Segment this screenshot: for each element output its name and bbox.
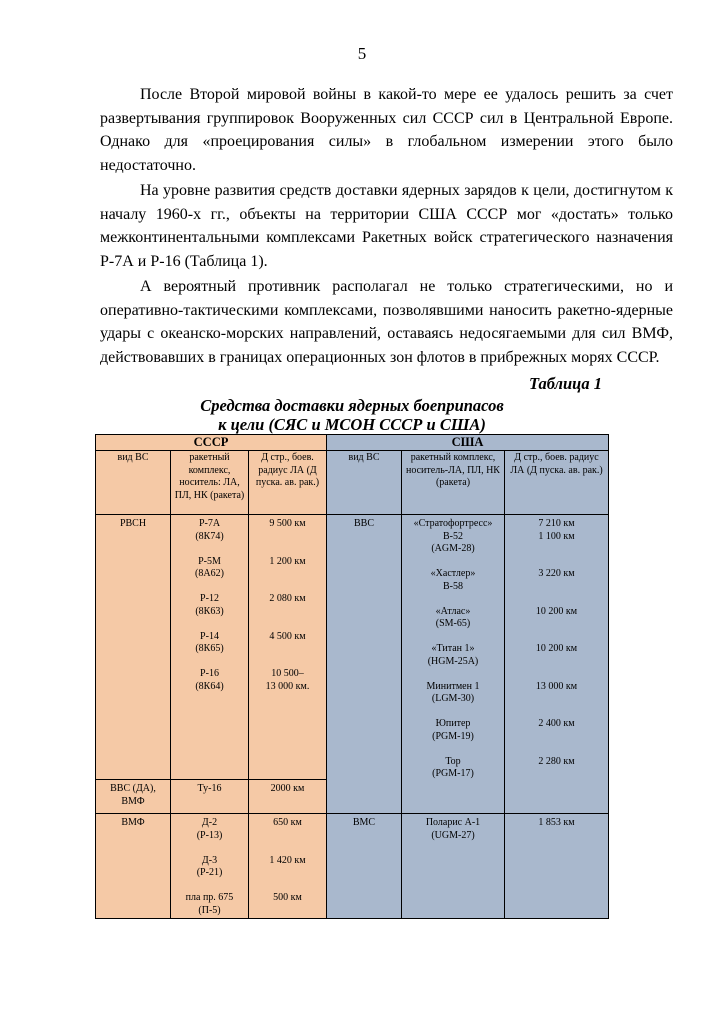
entry-gap	[404, 556, 502, 569]
entry-gap	[173, 656, 246, 669]
country-header-row	[96, 435, 609, 451]
table-row	[96, 814, 609, 919]
system-name: Ту-16	[197, 783, 222, 794]
entry-gap	[173, 842, 246, 855]
entry-gap	[404, 593, 502, 606]
system-carrier: В-58	[443, 580, 463, 592]
entry-gap	[404, 743, 502, 756]
system-code: (LGM-30)	[431, 693, 475, 704]
entry-gap	[507, 556, 606, 569]
entry-gap	[251, 531, 324, 544]
system-range: 1 853 км	[538, 817, 575, 828]
system-code: (П-5)	[198, 904, 221, 916]
system-range: 2 280 км	[538, 755, 575, 767]
system-code: (AGM-28)	[431, 543, 475, 554]
usa-range-header: Д стр., боев. радиус ЛА (Д пуска. ав. рак.)	[505, 451, 609, 515]
system-code: (8К63)	[195, 605, 224, 617]
table-title-line-1: Средства доставки ядерных боеприпасов	[200, 396, 504, 415]
usa-row-2-systems	[402, 814, 505, 919]
ussr-row-2-branch: ВВС (ДА), ВМФ	[96, 780, 171, 814]
system-name: Р-14	[200, 630, 219, 642]
entry-gap	[173, 880, 246, 893]
entry-gap	[173, 581, 246, 594]
usa-header: США	[327, 435, 609, 451]
entry-gap	[507, 743, 606, 756]
body-text	[100, 83, 673, 371]
system-range: 1 100 км	[538, 530, 575, 542]
entry-gap	[251, 842, 324, 855]
usa-row-2-branch: ВМС	[327, 814, 402, 919]
entry-gap	[251, 643, 324, 656]
entry-gap	[507, 693, 606, 706]
ussr-branch-header: вид ВС	[96, 451, 171, 515]
ussr-row-3-systems	[171, 814, 249, 919]
entry-gap	[404, 706, 502, 719]
ussr-row-3-branch: ВМФ	[96, 814, 171, 919]
table-label: Таблица 1	[528, 374, 602, 393]
entry-gap	[251, 867, 324, 880]
entry-gap	[251, 568, 324, 581]
entry-gap	[507, 593, 606, 606]
system-code: (Р-21)	[196, 867, 223, 878]
ussr-system-header: ракетный комплекс, носитель: ЛА, ПЛ, НК (ракета)	[171, 451, 249, 515]
ussr-row-2-systems	[171, 780, 249, 814]
ussr-row-2-ranges	[249, 780, 327, 814]
entry-gap	[507, 631, 606, 644]
entry-gap	[404, 631, 502, 644]
system-range: 7 210 км	[538, 518, 575, 529]
entry-gap	[404, 668, 502, 681]
system-name: Р-16	[200, 668, 219, 679]
system-name: Р-12	[200, 593, 219, 604]
entry-gap	[251, 606, 324, 619]
page-number: 5	[357, 44, 367, 63]
system-name: «Атлас»	[435, 605, 471, 617]
system-name: Поларис А-1	[425, 817, 481, 828]
entry-gap	[251, 543, 324, 556]
system-code: (PGM-17)	[432, 768, 474, 779]
system-code: (8А62)	[195, 568, 224, 579]
system-code: (UGM-27)	[431, 829, 475, 841]
entry-gap	[507, 581, 606, 594]
system-range: 10 500–	[271, 668, 304, 679]
column-header-row	[96, 451, 609, 515]
usa-system-header: ракетный комплекс, носитель-ЛА, ПЛ, НК (ракета)	[402, 451, 505, 515]
system-carrier: В-52	[443, 530, 463, 542]
system-range: 13 000 км	[535, 680, 578, 692]
paragraph-2: На уровне развития средств доставки ядерных зарядов к цели, достигнутом к началу 1960-х гг., объекты на территории США СССР мог «достать» только межконтинентальными комплексами Ракетных войск стратегического назначения Р-7А и Р-16 (Таблица 1).	[100, 182, 673, 270]
system-name: Д-2	[201, 817, 218, 828]
entry-gap	[251, 830, 324, 843]
system-name: «Стратофортресс»	[413, 518, 493, 529]
ussr-row-1-ranges	[249, 515, 327, 780]
system-code: (HGM-25A)	[427, 655, 479, 667]
delivery-systems-table	[95, 434, 609, 919]
delivery-systems-table-container	[95, 434, 608, 919]
usa-row-1-ranges	[505, 515, 609, 814]
system-name: Минитмен 1	[426, 680, 480, 692]
system-range: 13 000 км.	[265, 680, 310, 692]
usa-branch-header: вид ВС	[327, 451, 402, 515]
entry-gap	[507, 731, 606, 744]
entry-gap	[507, 668, 606, 681]
system-range: 4 500 км	[269, 630, 306, 642]
system-range: 2 400 км	[538, 718, 575, 729]
entry-gap	[173, 618, 246, 631]
usa-row-2-ranges	[505, 814, 609, 919]
system-name: Р-5М	[198, 555, 221, 567]
entry-gap	[507, 543, 606, 556]
system-name: «Титан 1»	[431, 643, 475, 654]
system-name: Тор	[445, 755, 461, 767]
ussr-row-1-branch: РВСН	[96, 515, 171, 780]
entry-gap	[251, 656, 324, 669]
entry-gap	[507, 656, 606, 669]
entry-gap	[507, 706, 606, 719]
ussr-row-3-ranges	[249, 814, 327, 919]
system-name: Юпитер	[435, 718, 471, 729]
entry-gap	[173, 543, 246, 556]
system-range: 2000 км	[270, 783, 305, 794]
ussr-range-header: Д стр., боев. радиус ЛА (Д пуска. ав. рак.)	[249, 451, 327, 515]
system-name: пла пр. 675	[185, 892, 234, 903]
table-row	[96, 515, 609, 780]
system-range: 650 км	[273, 817, 302, 828]
table-title-line-2: к цели (СЯС и МСОН СССР и США)	[218, 415, 486, 434]
system-code: (SM-65)	[435, 618, 471, 629]
paragraph-3: А вероятный противник располагал не только стратегическими, но и оперативно-тактическими комплексами, позволявшими наносить ракетно-ядерные удары с океанско-морских направлений, оставаясь недосягаемыми для сил ВМФ, действовавших в границах операционных зон флотов в прибрежных морях СССР.	[100, 278, 673, 366]
system-range: 10 200 км	[535, 605, 578, 617]
system-range: 1 200 км	[269, 555, 306, 567]
system-name: Д-3	[201, 854, 218, 866]
entry-gap	[251, 880, 324, 893]
system-range: 500 км	[273, 892, 302, 903]
entry-gap	[251, 581, 324, 594]
usa-row-1-systems	[402, 515, 505, 814]
system-name: «Хастлер»	[430, 568, 476, 579]
usa-row-1-branch: ВВС	[327, 515, 402, 814]
entry-gap	[251, 905, 324, 918]
table-title	[96, 396, 608, 434]
paragraph-1: После Второй мировой войны в какой-то мере ее удалось решить за счет развертывания группировок Вооруженных сил СССР сил в Центральной Европе. Однако для «проецирования силы» в глобальном измерении этого было недостаточно.	[100, 86, 673, 174]
ussr-row-1-systems	[171, 515, 249, 780]
system-code: (Р-13)	[196, 829, 223, 841]
ussr-header: СССР	[96, 435, 327, 451]
system-code: (PGM-19)	[432, 730, 474, 742]
system-range: 3 220 км	[538, 568, 575, 579]
system-range: 1 420 км	[269, 854, 306, 866]
system-range: 9 500 км	[269, 518, 306, 529]
system-code: (8К65)	[195, 643, 224, 654]
entry-gap	[251, 618, 324, 631]
system-code: (8К64)	[195, 680, 224, 692]
system-code: (8К74)	[195, 530, 224, 542]
entry-gap	[507, 618, 606, 631]
system-name: Р-7А	[198, 518, 221, 529]
entry-gap	[507, 768, 606, 781]
system-range: 10 200 км	[535, 643, 578, 654]
entry-gap	[507, 830, 606, 843]
system-range: 2 080 км	[269, 593, 306, 604]
